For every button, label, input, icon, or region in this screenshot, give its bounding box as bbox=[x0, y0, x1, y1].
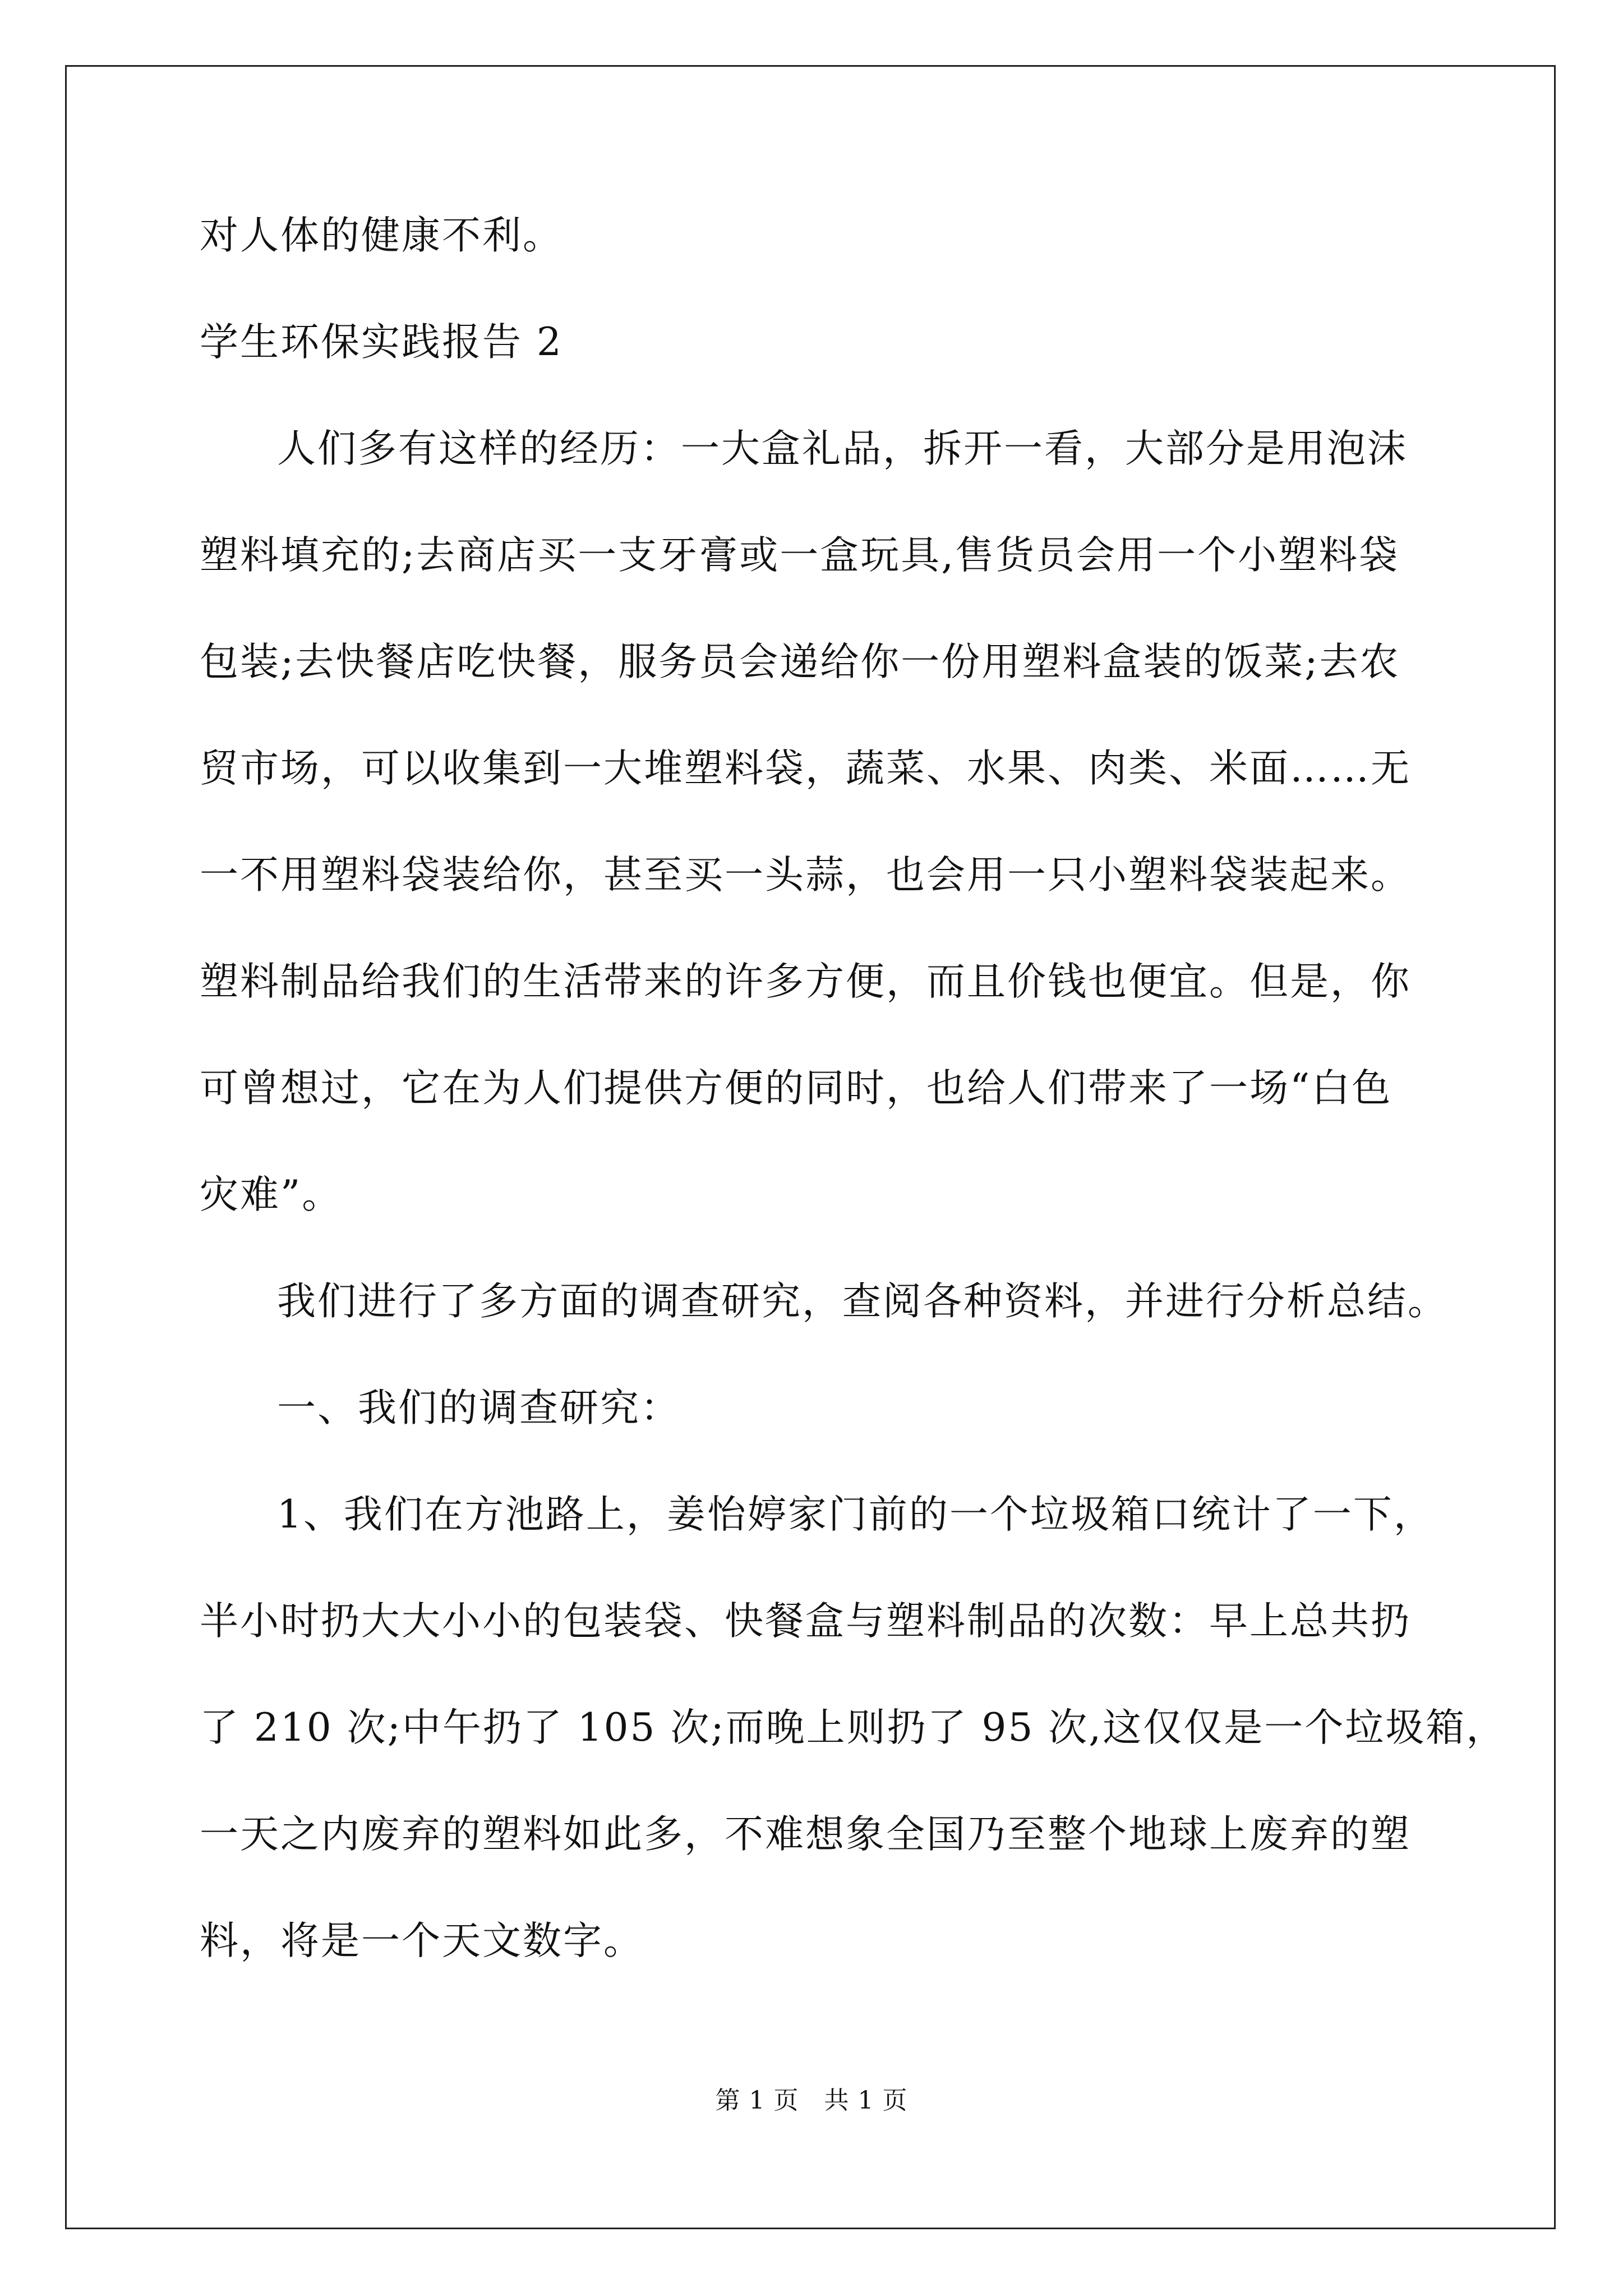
paragraph-line: 我们进行了多方面的调查研究，查阅各种资料，并进行分析总结。 bbox=[277, 1279, 1448, 1324]
paragraph-line: 人们多有这样的经历：一大盒礼品，拆开一看，大部分是用泡沫 bbox=[277, 426, 1408, 471]
page-number: 第 1 页 共 1 页 bbox=[715, 2086, 908, 2115]
paragraph-line: 半小时扔大大小小的包装袋、快餐盒与塑料制品的次数：早上总共扔 bbox=[200, 1599, 1411, 1644]
paragraph-line: 包装;去快餐店吃快餐，服务员会递给你一份用塑料盒装的饭菜;去农 bbox=[200, 639, 1400, 684]
paragraph-line: 可曾想过，它在为人们提供方便的同时，也给人们带来了一场“白色 bbox=[200, 1066, 1393, 1111]
paragraph-line: 贸市场，可以收集到一大堆塑料袋，蔬菜、水果、肉类、米面……无 bbox=[200, 746, 1411, 791]
paragraph-line: 料，将是一个天文数字。 bbox=[200, 1918, 644, 1963]
paragraph-line: 灾难”。 bbox=[200, 1172, 343, 1217]
subsection-heading: 一、我们的调查研究： bbox=[277, 1386, 681, 1430]
paragraph-line: 一天之内废弃的塑料如此多，不难想象全国乃至整个地球上废弃的塑 bbox=[200, 1812, 1411, 1857]
page-footer bbox=[0, 2084, 1623, 2118]
paragraph-line: 塑料填充的;去商店买一支牙膏或一盒玩具,售货员会用一个小塑料袋 bbox=[200, 533, 1400, 578]
paragraph-line: 塑料制品给我们的生活带来的许多方便，而且价钱也便宜。但是，你 bbox=[200, 959, 1411, 1004]
paragraph-line: 了 210 次;中午扔了 105 次;而晚上则扔了 95 次,这仅仅是一个垃圾箱， bbox=[200, 1705, 1507, 1750]
document-body bbox=[200, 208, 1507, 1969]
paragraph-line: 1、我们在方池路上，姜怡婷家门前的一个垃圾箱口统计了一下， bbox=[277, 1492, 1434, 1537]
section-heading: 学生环保实践报告 2 bbox=[200, 320, 563, 365]
paragraph-line: 一不用塑料袋装给你，甚至买一头蒜，也会用一只小塑料袋装起来。 bbox=[200, 853, 1411, 898]
text-line: 对人体的健康不利。 bbox=[200, 213, 563, 258]
